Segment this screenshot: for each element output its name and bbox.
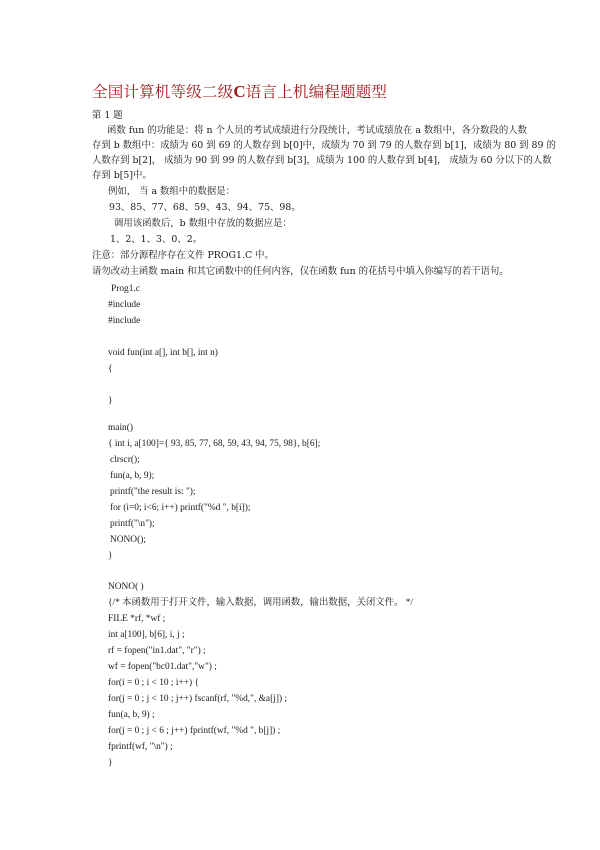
code-line: for (i=0; i<6; i++) printf("%d ", b[i]); bbox=[110, 503, 251, 513]
code-line: for(i = 0 ; i < 10 ; i++) { bbox=[108, 678, 200, 688]
document-title bbox=[92, 80, 387, 102]
code-line: Prog1.c bbox=[111, 284, 140, 294]
code-line: int a[100], b[6], i, j ; bbox=[108, 630, 185, 640]
example-data: 93、85、77、68、59、43、94、75、98。 bbox=[109, 202, 301, 213]
code-line: } bbox=[108, 551, 113, 561]
code-line: rf = fopen("in1.dat", "r") ; bbox=[108, 646, 206, 656]
code-line: NONO( ) bbox=[108, 582, 144, 592]
title-c: C bbox=[233, 82, 246, 101]
code-line: NONO(); bbox=[110, 535, 146, 545]
code-line: {/* 本函数用于打开文件，输入数据，调用函数，输出数据，关闭文件。 */ bbox=[108, 598, 414, 608]
code-line: } bbox=[108, 396, 113, 406]
note-line: 注意：部分源程序存在文件 PROG1.C 中。 bbox=[92, 250, 274, 261]
description-line: 函数 fun 的功能是：将 n 个人员的考试成绩进行分段统计，考试成绩放在 a 数组中，各分数段的人数 bbox=[107, 125, 528, 136]
description-line: 存到 b 数组中：成绩为 60 到 69 的人数存到 b[0]中，成绩为 70 到 79 的人数存到 b[1]，成绩为 80 到 89 的 bbox=[92, 140, 556, 151]
code-line: for(j = 0 ; j < 10 ; j++) fscanf(rf, "%d,", &a[j]) ; bbox=[108, 694, 288, 704]
code-line: fun(a, b, 9) ; bbox=[108, 710, 155, 720]
code-line: FILE *rf, *wf ; bbox=[108, 614, 166, 624]
code-line: printf("the result is: "); bbox=[110, 487, 196, 497]
description-line: 存到 b[5]中。 bbox=[92, 170, 152, 181]
code-line: { bbox=[108, 364, 113, 374]
code-line: main() bbox=[108, 423, 133, 433]
code-line: clrscr(); bbox=[110, 455, 140, 465]
result-intro: 调用该函数后，b 数组中存放的数据应是： bbox=[114, 218, 292, 229]
code-line: printf("\n"); bbox=[110, 519, 155, 529]
instruction-line: 请勿改动主函数 main 和其它函数中的任何内容，仅在函数 fun 的花括号中填入你编写的若干语句。 bbox=[92, 266, 509, 277]
description-line: 人数存到 b[2]， 成绩为 90 到 99 的人数存到 b[3]，成绩为 100 的人数存到 b[4]， 成绩为 60 分以下的人数 bbox=[92, 155, 552, 166]
code-line: for(j = 0 ; j < 6 ; j++) fprintf(wf, "%d ", b[j]) ; bbox=[108, 726, 281, 736]
code-line: { int i, a[100]={ 93, 85, 77, 68, 59, 43, 94, 75, 98}, b[6]; bbox=[108, 439, 321, 449]
code-line: #include bbox=[108, 300, 141, 310]
result-data: 1、2、1、3、0、2。 bbox=[110, 234, 203, 245]
code-line: #include bbox=[108, 316, 141, 326]
title-prefix: 全国计算机等级二级 bbox=[92, 83, 234, 101]
code-line: wf = fopen("bc01.dat","w") ; bbox=[108, 662, 217, 672]
code-line: fprintf(wf, "\n") ; bbox=[108, 742, 173, 752]
question-label: 第 1 题 bbox=[92, 110, 123, 121]
code-line: void fun(int a[], int b[], int n) bbox=[108, 348, 218, 358]
example-intro: 例如， 当 a 数组中的数据是： bbox=[108, 186, 236, 197]
title-suffix: 语言上机编程题题型 bbox=[245, 83, 388, 101]
code-line: } bbox=[108, 758, 113, 768]
code-line: fun(a, b, 9); bbox=[110, 471, 155, 481]
